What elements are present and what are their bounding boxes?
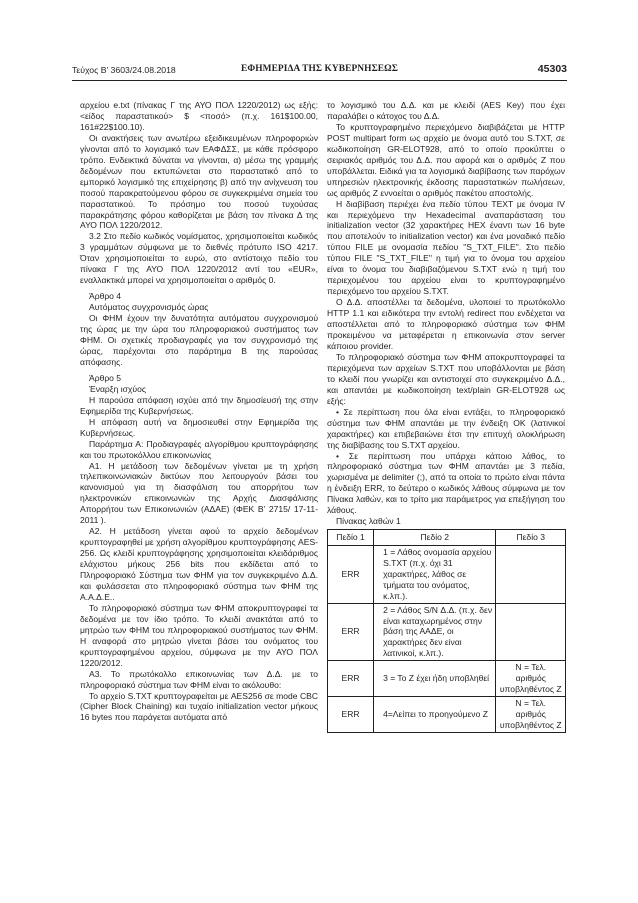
paragraph: 3.2 Στο πεδίο κωδικός νομίσματος, χρησιμοποιείται κωδικός 3 γραμμάτων σύμφωνα με το διεθνές πρότυπο ISO 4217. Όταν χρησιμοποιείται το ευρώ, στο αντίστοιχο πεδίο του πίνακα Γ της ΑΥΟ ΠΟΛ 1220/2012 αντί του «EUR», εναλλακτικά μπορεί να χρησιμοποιείται ο αριθμός 0. — [80, 231, 318, 286]
article-number: Άρθρο 4 — [89, 291, 122, 302]
paragraph: Ο Δ.Δ. αποστέλλει τα δεδομένα, υλοποιεί το πρωτόκολλο HTTP 1.1 και ειδικότερα την εντολή redirect που ενδέχεται να αποστέλλεται από το πληροφοριακό σύστημα των ΦΗΜ προκειμένου να μεταφέρεται η επικοινωνία στον server κάποιου provider. — [327, 297, 565, 351]
table-cell: 1 = Λάθος ονομασία αρχείου S.TXT (π.χ. όχι 31 χαρακτήρες, λάθος σε τμήματα του ονόματος, κ.λπ.). — [374, 546, 496, 604]
paragraph: Οι ανακτήσεις των ανωτέρω εξειδικευμένων πληροφοριών γίνονται από το λογισμικό των ΕΑΦΔΣΣ, με κάθε πρόσφορο τρόπο. Ενδεικτικά δύναται να γίνονται, α) μέσω της γραμμής δεδομένων που εκτυπώνεται στο παραστατικό από το εμπορικό λογισμικό της επιχείρησης β) από την ανίχνευση του ποσού παρακρατούμενου φόρου σε συγκεκριμένα σημεία του παραστατικού. Το πρόσημο του ποσού τυχούσας παρακράτησης φόρου καθορίζεται με βάση τον πίνακα Δ της ΑΥΟ ΠΟΛ 1220/2012. — [80, 132, 318, 231]
page-number: 45303 — [537, 63, 567, 75]
table-row — [328, 546, 566, 604]
table-cell: ERR — [328, 661, 374, 697]
paragraph: Το κρυπτογραφημένο περιεχόμενο διαβιβάζεται με HTTP POST multipart form ως αρχείο με όνομα αυτό του S.TXT, σε κωδικοποίηση GR-ELOT928, από το οποίο προκύπτει ο σειριακός αριθμός του Δ.Δ. που αφορά και ο αριθμός Z που υποβάλλεται. Ειδικά για τα λογισμικά διαβίβασης των παρόχων υπηρεσιών ηλεκτρονικής έκδοσης παραστατικών πωλήσεων, ως αριθμός Z εννοείται ο αριθμός πακέτου αποστολής. — [327, 121, 565, 198]
paragraph: Οι ΦΗΜ έχουν την δυνατότητα αυτόματου συγχρονισμού της ώρας με την ώρα του πληροφοριακού συστήματος των ΦΗΜ. Οι σχετικές προδιαγραφές για τον συγχρονισμό της ώρας, παρέχονται στο παράρτημα Β της παρούσας απόφασης. — [80, 313, 318, 367]
issue-info: Τεύχος Β’ 3603/24.08.2018 — [72, 65, 176, 75]
table-cell — [496, 603, 566, 661]
left-column — [80, 100, 318, 723]
paragraph: Α2. Η μετάδοση γίνεται αφού το αρχείο δεδομένων κρυπτογραφηθεί με χρήση αλγορίθμου κρυπτογράφησης AES-256. Ως κλειδί κρυπτογράφησης χρησιμοποιείται κλειδάριθμος ελάχιστου μήκους 256 bits που εκδίδεται από το Πληροφοριακό Σύστημα των ΦΗΜ για τον συγκεκριμένο Δ.Δ. και φυλάσσεται στο πληροφοριακό σύστημα των ΦΗΜ της Α.Α.Δ.Ε.. — [80, 526, 318, 602]
paragraph: το λογισμικό του Δ.Δ. και με κλειδί (AES Key) που έχει παραλάβει ο κάτοχος του Δ.Δ. — [327, 100, 565, 121]
table-row — [328, 661, 566, 697]
paragraph: Η παρούσα απόφαση ισχύει από την δημοσίευσή της στην Εφημερίδα της Κυβερνήσεως. — [80, 394, 318, 416]
table-cell: 3 = Το Z έχει ήδη υποβληθεί — [374, 661, 496, 697]
article-title: Αυτόματος συγχρονισμός ώρας — [89, 302, 209, 313]
article-title: Έναρξη ισχύος — [89, 383, 146, 394]
paragraph: • Σε περίπτωση που υπάρχει κάποιο λάθος, το πληροφοριακό σύστημα των ΦΗΜ απαντάει με 3 πεδία, χωρισμένα με delimiter (;), από τα οποία το πρώτο είναι πάντα η ένδειξη ERR, το δεύτερο ο κωδικός λάθους σύμφωνα με τον Πίνακα λαθών, και το τρίτο μια παράμετρος για επεξήγηση του λάθους. — [327, 450, 565, 516]
table-cell: ERR — [328, 696, 374, 732]
paragraph: Το αρχείο S.TXT κρυπτογραφείται με AES256 σε mode CBC (Cipher Block Chaining) και τυχαίο initialization vector μήκους 16 bytes που παράγεται αυτόματα από — [80, 690, 318, 723]
paragraph: Η διαβίβαση περιέχει ένα πεδίο τύπου TEXT με όνομα IV και περιεχόμενο την Hexadecimal αναπαράσταση του initialization vector (32 χαρακτήρες HEX έναντι των 16 byte που αποτελούν το initialization vector) και ένα μοναδικό πεδίο τύπου FILE με ονομασία πεδίου "S_TXT_FILE". Στο πεδίο τύπου FILE "S_TXT_FILE" η τιμή για το όνομα του αρχείου είναι το όνομα του διαβιβαζόμενου S.TXT ενώ η τιμή του περιεχομένου του αρχείου είναι το κρυπτογραφημένο περιεχόμενο του αρχείου S.TXT. — [327, 198, 565, 297]
paragraph: • Σε περίπτωση που όλα είναι εντάξει, το πληροφοριακό σύστημα των ΦΗΜ απαντάει με την ένδειξη OK (λατινικοί χαρακτήρες) και επιβεβαιώνει έτσι την επιτυχή ολοκλήρωση της διαβίβασης του S.TXT αρχείου. — [327, 406, 565, 450]
table-cell: 4=Λείπει το προηγούμενο Z — [374, 696, 496, 732]
page-header — [72, 63, 567, 77]
paragraph: Α3. Το πρωτόκολλο επικοινωνίας των Δ.Δ. με το πληροφοριακό σύστημα των ΦΗΜ είναι το ακόλουθο: — [80, 668, 318, 690]
paragraph: Το πληροφοριακό σύστημα των ΦΗΜ αποκρυπτογραφεί τα περιεχόμενα των αρχείων S.TXT που υποβάλλονται με βάση το κλειδί που γνωρίζει και αντιστοιχεί στο συγκεκριμένο Δ.Δ., και απαντάει με κωδικοποίηση text/plain GR-ELOT928 ως εξής: — [327, 351, 565, 406]
header-rule — [72, 80, 567, 81]
table-cell: 2 = Λάθος S/N Δ.Δ. (π.χ. δεν είναι καταχωρημένος στην βάση της ΑΑΔΕ, οι χαρακτήρες δεν είναι λατινικοί, κ.λπ.). — [374, 603, 496, 661]
table-header-row — [328, 530, 566, 546]
article-number: Άρθρο 5 — [89, 372, 122, 383]
column-header: Πεδίο 3 — [496, 530, 566, 546]
column-header: Πεδίο 1 — [328, 530, 374, 546]
table-cell: ERR — [328, 546, 374, 604]
table-caption: Πίνακας λαθών 1 — [336, 516, 401, 527]
journal-title: ΕΦΗΜΕΡΙΔΑ ΤΗΣ ΚΥΒΕΡΝΗΣΕΩΣ — [241, 64, 398, 74]
paragraph: αρχείου e.txt (πίνακας Γ της ΑΥΟ ΠΟΛ 1220/2012) ως εξής: <είδος παραστατικού> $ <ποσό> (π.χ. 161$100.00, 161#22$100.10). — [80, 100, 318, 132]
right-column — [327, 100, 565, 733]
error-table — [327, 529, 566, 732]
paragraph: Α1. Η μετάδοση των δεδομένων γίνεται με τη χρήση τηλεπικοινωνιακών δικτύων που λειτουργούν βάσει του κανονισμού για τη διασφάλιση του απορρήτου των ηλεκτρονικών επικοινωνιών της Αρχής Διασφάλισης Απορρήτου των Επικοινωνιών (ΑΔΑΕ) (ΦΕΚ Β’ 2715/ 17-11-2011 ). — [80, 460, 318, 526]
table-row — [328, 603, 566, 661]
table-cell: N = Τελ. αριθμός υποβληθέντος Z — [496, 661, 566, 697]
paragraph: Παράρτημα Α: Προδιαγραφές αλγορίθμου κρυπτογράφησης και του πρωτοκόλλου επικοινωνίας — [80, 438, 318, 460]
paragraph: Το πληροφοριακό σύστημα των ΦΗΜ αποκρυπτογραφεί τα δεδομένα με τον ίδιο τρόπο. Το κλειδί ανακτάται από το μητρώο των ΦΗΜ του πληροφοριακού συστήματος των ΦΗΜ. Η αναφορά στο μητρώο γίνεται βάσει του ονόματος του κρυπτογραφημένου αρχείου, σύμφωνα με την ΑΥΟ ΠΟΛ 1220/2012. — [80, 602, 318, 668]
column-header: Πεδίο 2 — [374, 530, 496, 546]
table-cell: N = Τελ. αριθμός υποβληθέντος Z — [496, 696, 566, 732]
table-cell: ERR — [328, 603, 374, 661]
table-row — [328, 696, 566, 732]
table-cell — [496, 546, 566, 604]
paragraph: Η απόφαση αυτή να δημοσιευθεί στην Εφημερίδα της Κυβερνήσεως. — [80, 416, 318, 438]
